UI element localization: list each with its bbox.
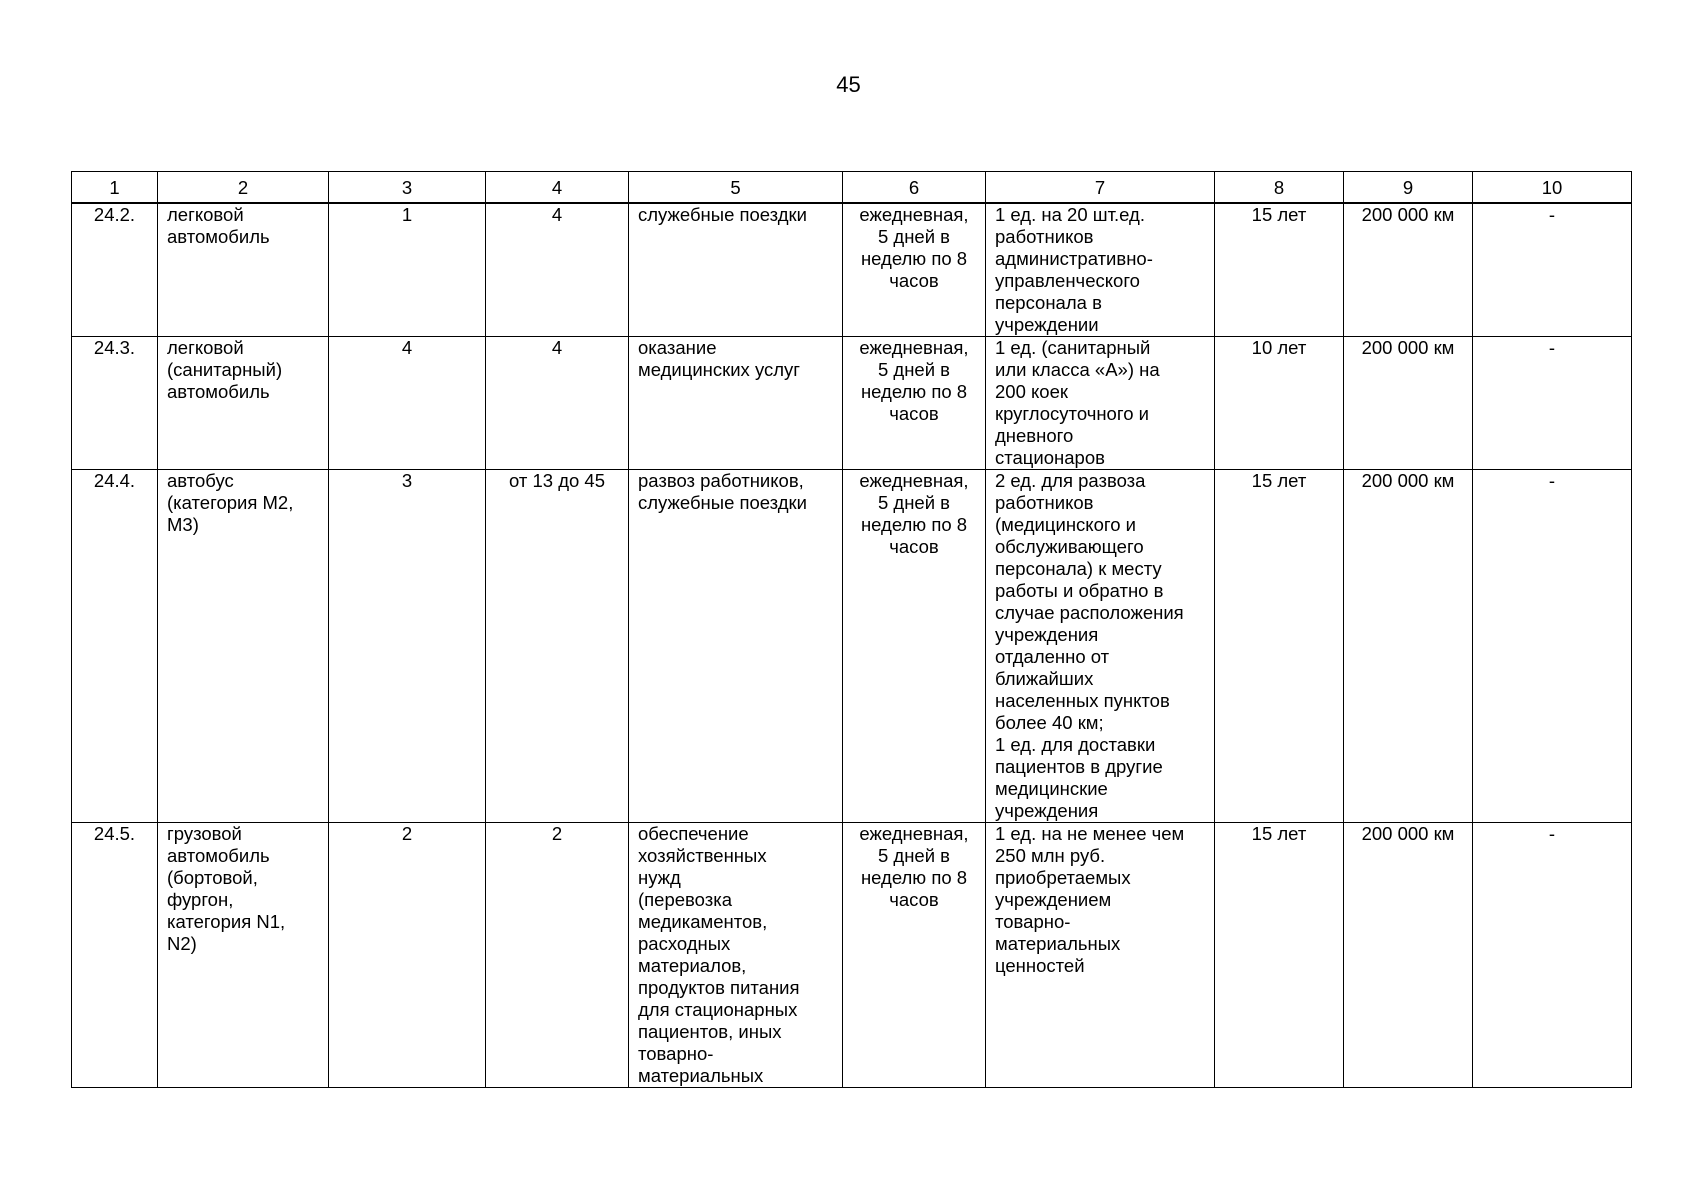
norm-text: 1 ед. (санитарный или класса «А») на 200 коек круглосуточного и дневного стационаров [995, 337, 1160, 468]
vehicle-type: легковой автомобиль [167, 204, 270, 247]
column-3-cell [329, 470, 486, 823]
term-cell [1215, 470, 1344, 823]
column-10-value: - [1548, 823, 1556, 844]
schedule-cell [843, 337, 986, 470]
column-header: 4 [486, 172, 629, 204]
purpose-cell [629, 823, 843, 1088]
term-cell [1215, 337, 1344, 470]
vehicle-norms-table [71, 171, 1632, 1088]
column-10-value: - [1548, 470, 1556, 491]
table-row [72, 470, 1632, 823]
purpose-cell [629, 470, 843, 823]
row-number: 24.2. [93, 204, 136, 225]
mileage-text: 200 000 км [1361, 470, 1455, 491]
table-row [72, 203, 1632, 337]
norm-cell [986, 823, 1215, 1088]
column-3-cell [329, 203, 486, 337]
column-10-cell [1473, 470, 1632, 823]
row-number-cell [72, 203, 158, 337]
column-header: 3 [329, 172, 486, 204]
term-cell [1215, 823, 1344, 1088]
norm-cell [986, 470, 1215, 823]
vehicle-type-cell [158, 203, 329, 337]
column-header: 2 [158, 172, 329, 204]
mileage-text: 200 000 км [1361, 337, 1455, 358]
schedule-text: ежедневная, 5 дней в неделю по 8 часов [859, 204, 969, 291]
term-text: 15 лет [1251, 823, 1307, 844]
row-number-cell [72, 470, 158, 823]
norm-cell [986, 203, 1215, 337]
schedule-cell [843, 470, 986, 823]
table-row [72, 337, 1632, 470]
column-header: 9 [1344, 172, 1473, 204]
schedule-cell [843, 823, 986, 1088]
table-row [72, 823, 1632, 1088]
purpose-text: оказание медицинских услуг [638, 337, 801, 380]
schedule-text: ежедневная, 5 дней в неделю по 8 часов [859, 823, 969, 910]
norm-text: 1 ед. на не менее чем 250 млн руб. приобретаемых учреждением товарно- материальных ценностей [995, 823, 1185, 976]
column-4-cell [486, 470, 629, 823]
vehicle-type: грузовой автомобиль (бортовой, фургон, категория N1, N2) [167, 823, 286, 954]
column-header: 7 [986, 172, 1215, 204]
column-4-value: 2 [551, 823, 563, 844]
column-3-value: 4 [401, 337, 413, 358]
term-text: 15 лет [1251, 470, 1307, 491]
norm-text: 1 ед. на 20 шт.ед. работников административно- управленческого персонала в учреждении [995, 204, 1153, 335]
term-text: 10 лет [1251, 337, 1307, 358]
row-number: 24.3. [93, 337, 136, 358]
column-10-cell [1473, 337, 1632, 470]
purpose-text: развоз работников, служебные поездки [638, 470, 807, 513]
column-4-value: 4 [551, 204, 563, 225]
purpose-cell [629, 203, 843, 337]
column-header: 8 [1215, 172, 1344, 204]
column-10-value: - [1548, 204, 1556, 225]
column-4-value: 4 [551, 337, 563, 358]
column-header: 10 [1473, 172, 1632, 204]
norm-text: 2 ед. для развоза работников (медицинского и обслуживающего персонала) к месту работы и обратно в случае расположения учреждения отдаленно от ближайших населенных пунктов более 40 км; 1 ед. для доставки пациентов в другие медицинские учреждения [995, 470, 1184, 821]
schedule-cell [843, 203, 986, 337]
mileage-cell [1344, 470, 1473, 823]
mileage-cell [1344, 337, 1473, 470]
column-header: 6 [843, 172, 986, 204]
column-10-cell [1473, 203, 1632, 337]
column-3-value: 1 [401, 204, 413, 225]
term-text: 15 лет [1251, 204, 1307, 225]
vehicle-type-cell [158, 337, 329, 470]
column-3-cell [329, 823, 486, 1088]
column-10-cell [1473, 823, 1632, 1088]
row-number: 24.4. [93, 470, 136, 491]
mileage-cell [1344, 203, 1473, 337]
column-4-cell [486, 203, 629, 337]
vehicle-type-cell [158, 823, 329, 1088]
schedule-text: ежедневная, 5 дней в неделю по 8 часов [859, 337, 969, 424]
purpose-cell [629, 337, 843, 470]
column-10-value: - [1548, 337, 1556, 358]
column-4-cell [486, 337, 629, 470]
table-header-row [72, 172, 1632, 204]
purpose-text: служебные поездки [638, 204, 807, 225]
mileage-cell [1344, 823, 1473, 1088]
row-number: 24.5. [93, 823, 136, 844]
column-3-cell [329, 337, 486, 470]
term-cell [1215, 203, 1344, 337]
vehicle-type: автобус (категория М2, М3) [167, 470, 294, 535]
vehicle-type: легковой (санитарный) автомобиль [167, 337, 283, 402]
row-number-cell [72, 823, 158, 1088]
norm-cell [986, 337, 1215, 470]
page-number: 45 [836, 72, 861, 97]
row-number-cell [72, 337, 158, 470]
column-header: 5 [629, 172, 843, 204]
mileage-text: 200 000 км [1361, 204, 1455, 225]
column-4-cell [486, 823, 629, 1088]
column-3-value: 3 [401, 470, 413, 491]
purpose-text: обеспечение хозяйственных нужд (перевозка медикаментов, расходных материалов, продуктов питания для стационарных пациентов, иных товарно- материальных [638, 823, 800, 1086]
mileage-text: 200 000 км [1361, 823, 1455, 844]
column-3-value: 2 [401, 823, 413, 844]
schedule-text: ежедневная, 5 дней в неделю по 8 часов [859, 470, 969, 557]
column-header: 1 [72, 172, 158, 204]
column-4-value: от 13 до 45 [508, 470, 605, 491]
vehicle-type-cell [158, 470, 329, 823]
